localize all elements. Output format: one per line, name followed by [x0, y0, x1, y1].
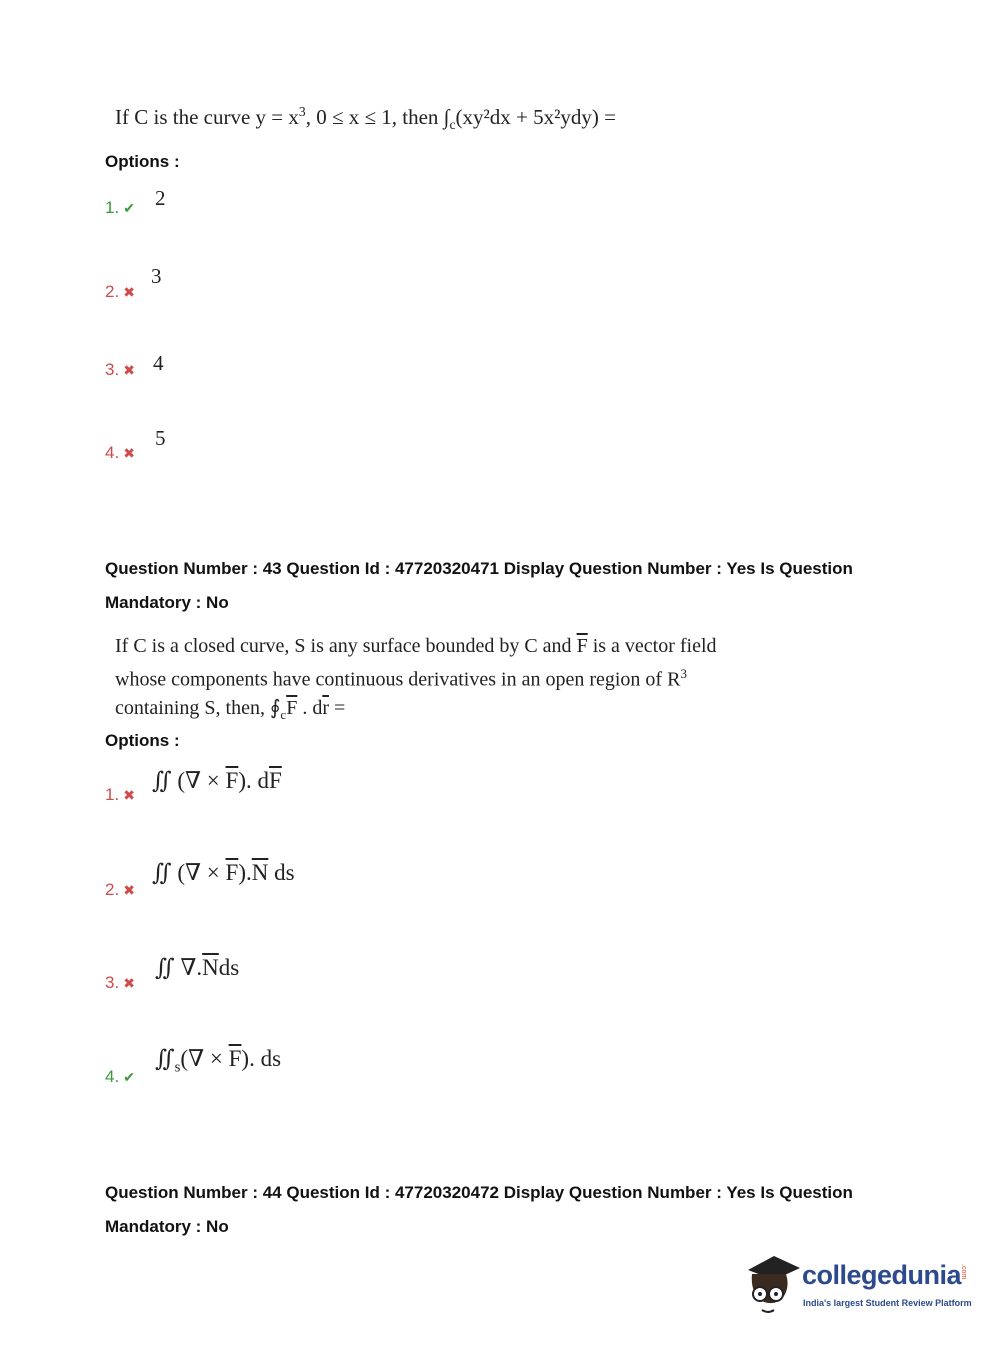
q42-option-4-value: 5 [155, 426, 166, 450]
logo-brand-suffix: .com [960, 1264, 967, 1280]
q43-option-1[interactable] [105, 785, 135, 805]
q43-stem-line1 [115, 632, 725, 660]
q43-stem-line2 [115, 660, 725, 694]
opt-part: ). ds [241, 1046, 282, 1071]
opt-part: ). [238, 860, 252, 885]
option-number: 2. [105, 880, 120, 899]
q43-option-1-value [152, 768, 282, 794]
opt-N: $\overline{N}$ [251, 860, 269, 885]
option-number: 3. [105, 360, 120, 379]
opt-sub: s [174, 1059, 181, 1076]
q42-stem-exp: 3 [298, 104, 306, 119]
cross-icon: ✖ [123, 286, 135, 301]
mascot-icon [742, 1250, 802, 1318]
q43-header-line2: Mandatory : No [105, 593, 229, 612]
opt-part: ∬ (∇ × [152, 768, 226, 793]
check-icon: ✔ [123, 202, 135, 217]
q43-stem-line1-F: $\overline{F}$ [576, 635, 588, 657]
cross-icon: ✖ [123, 789, 135, 804]
q42-option-2-value: 3 [151, 264, 162, 288]
opt-N: $\overline{N}$ [202, 955, 219, 980]
q42-option-3[interactable] [105, 360, 135, 380]
opt-part: ds [218, 955, 240, 980]
opt-F: $\overline{F}$ [269, 768, 282, 793]
q42-option-3-value: 4 [153, 351, 164, 375]
cross-icon: ✖ [123, 364, 135, 379]
q42-stem-mid: , 0 ≤ x ≤ 1, then ∫ [305, 105, 450, 129]
logo-tagline: India's largest Student Review Platform [803, 1298, 972, 1308]
opt-F: $\overline{F}$ [225, 768, 239, 793]
q42-options-label: Options : [105, 152, 180, 171]
option-number: 1. [105, 198, 120, 217]
q43-stem [115, 632, 725, 729]
option-number: 4. [105, 443, 120, 462]
q42-option-4[interactable] [105, 443, 135, 463]
q42-stem-post: (xy²dx + 5x²ydy) = [455, 105, 617, 129]
q43-option-3-value [155, 955, 239, 981]
option-number: 4. [105, 1067, 120, 1086]
q42-option-2[interactable] [105, 282, 135, 302]
opt-part: ds [268, 860, 295, 885]
opt-part: ∬ [155, 1046, 175, 1071]
q42-stem-sub: c [449, 117, 456, 133]
logo-brand: collegedunia [802, 1260, 962, 1290]
q42-stem-text: If C is the curve y = x [115, 105, 299, 129]
opt-part: ∬ ∇. [155, 955, 203, 980]
opt-part: ). d [238, 768, 269, 793]
q42-option-1-value: 2 [155, 186, 166, 210]
option-number: 1. [105, 785, 120, 804]
q42-option-1[interactable] [105, 198, 135, 218]
q43-option-3[interactable] [105, 973, 135, 993]
q44-header-line2: Mandatory : No [105, 1217, 229, 1236]
q43-option-2-value [152, 860, 295, 886]
q43-stem-line3-sub: c [280, 706, 287, 722]
opt-part: ∬ (∇ × [152, 860, 226, 885]
cross-icon: ✖ [123, 447, 135, 462]
q43-stem-line3-b: . d [297, 696, 323, 719]
q43-header-line1: Question Number : 43 Question Id : 47720320471 Display Question Number : Yes Is Question [105, 559, 853, 578]
q43-option-2[interactable] [105, 880, 135, 900]
q43-stem-line1-a: If C is a closed curve, S is any surface bounded by C and [115, 635, 577, 657]
check-icon: ✔ [123, 1071, 135, 1086]
cross-icon: ✖ [123, 884, 135, 899]
q43-options-label: Options : [105, 731, 180, 750]
option-number: 2. [105, 282, 120, 301]
collegedunia-logo[interactable] [742, 1250, 972, 1320]
opt-part: (∇ × [180, 1046, 229, 1071]
q43-stem-line1-b: is a vector field [587, 635, 717, 657]
q43-stem-line3-r: $\overline{r}$ [322, 696, 329, 719]
q43-stem-line2-exp: 3 [680, 666, 687, 681]
q42-stem [115, 104, 616, 133]
q43-stem-line3-F: $\overline{F}$ [286, 696, 298, 719]
q43-stem-line3 [115, 694, 725, 729]
q43-option-4[interactable] [105, 1067, 135, 1087]
opt-F: $\overline{F}$ [225, 860, 239, 885]
option-number: 3. [105, 973, 120, 992]
cross-icon: ✖ [123, 977, 135, 992]
q43-stem-line2-text: whose components have continuous derivatives in an open region of R [115, 668, 681, 691]
q43-stem-line3-c: = [328, 696, 346, 719]
q43-option-4-value [155, 1046, 281, 1077]
opt-F: $\overline{F}$ [228, 1046, 242, 1071]
q43-stem-line3-a: containing S, then, ∮ [115, 696, 281, 719]
q44-header-line1: Question Number : 44 Question Id : 47720320472 Display Question Number : Yes Is Question [105, 1183, 853, 1202]
